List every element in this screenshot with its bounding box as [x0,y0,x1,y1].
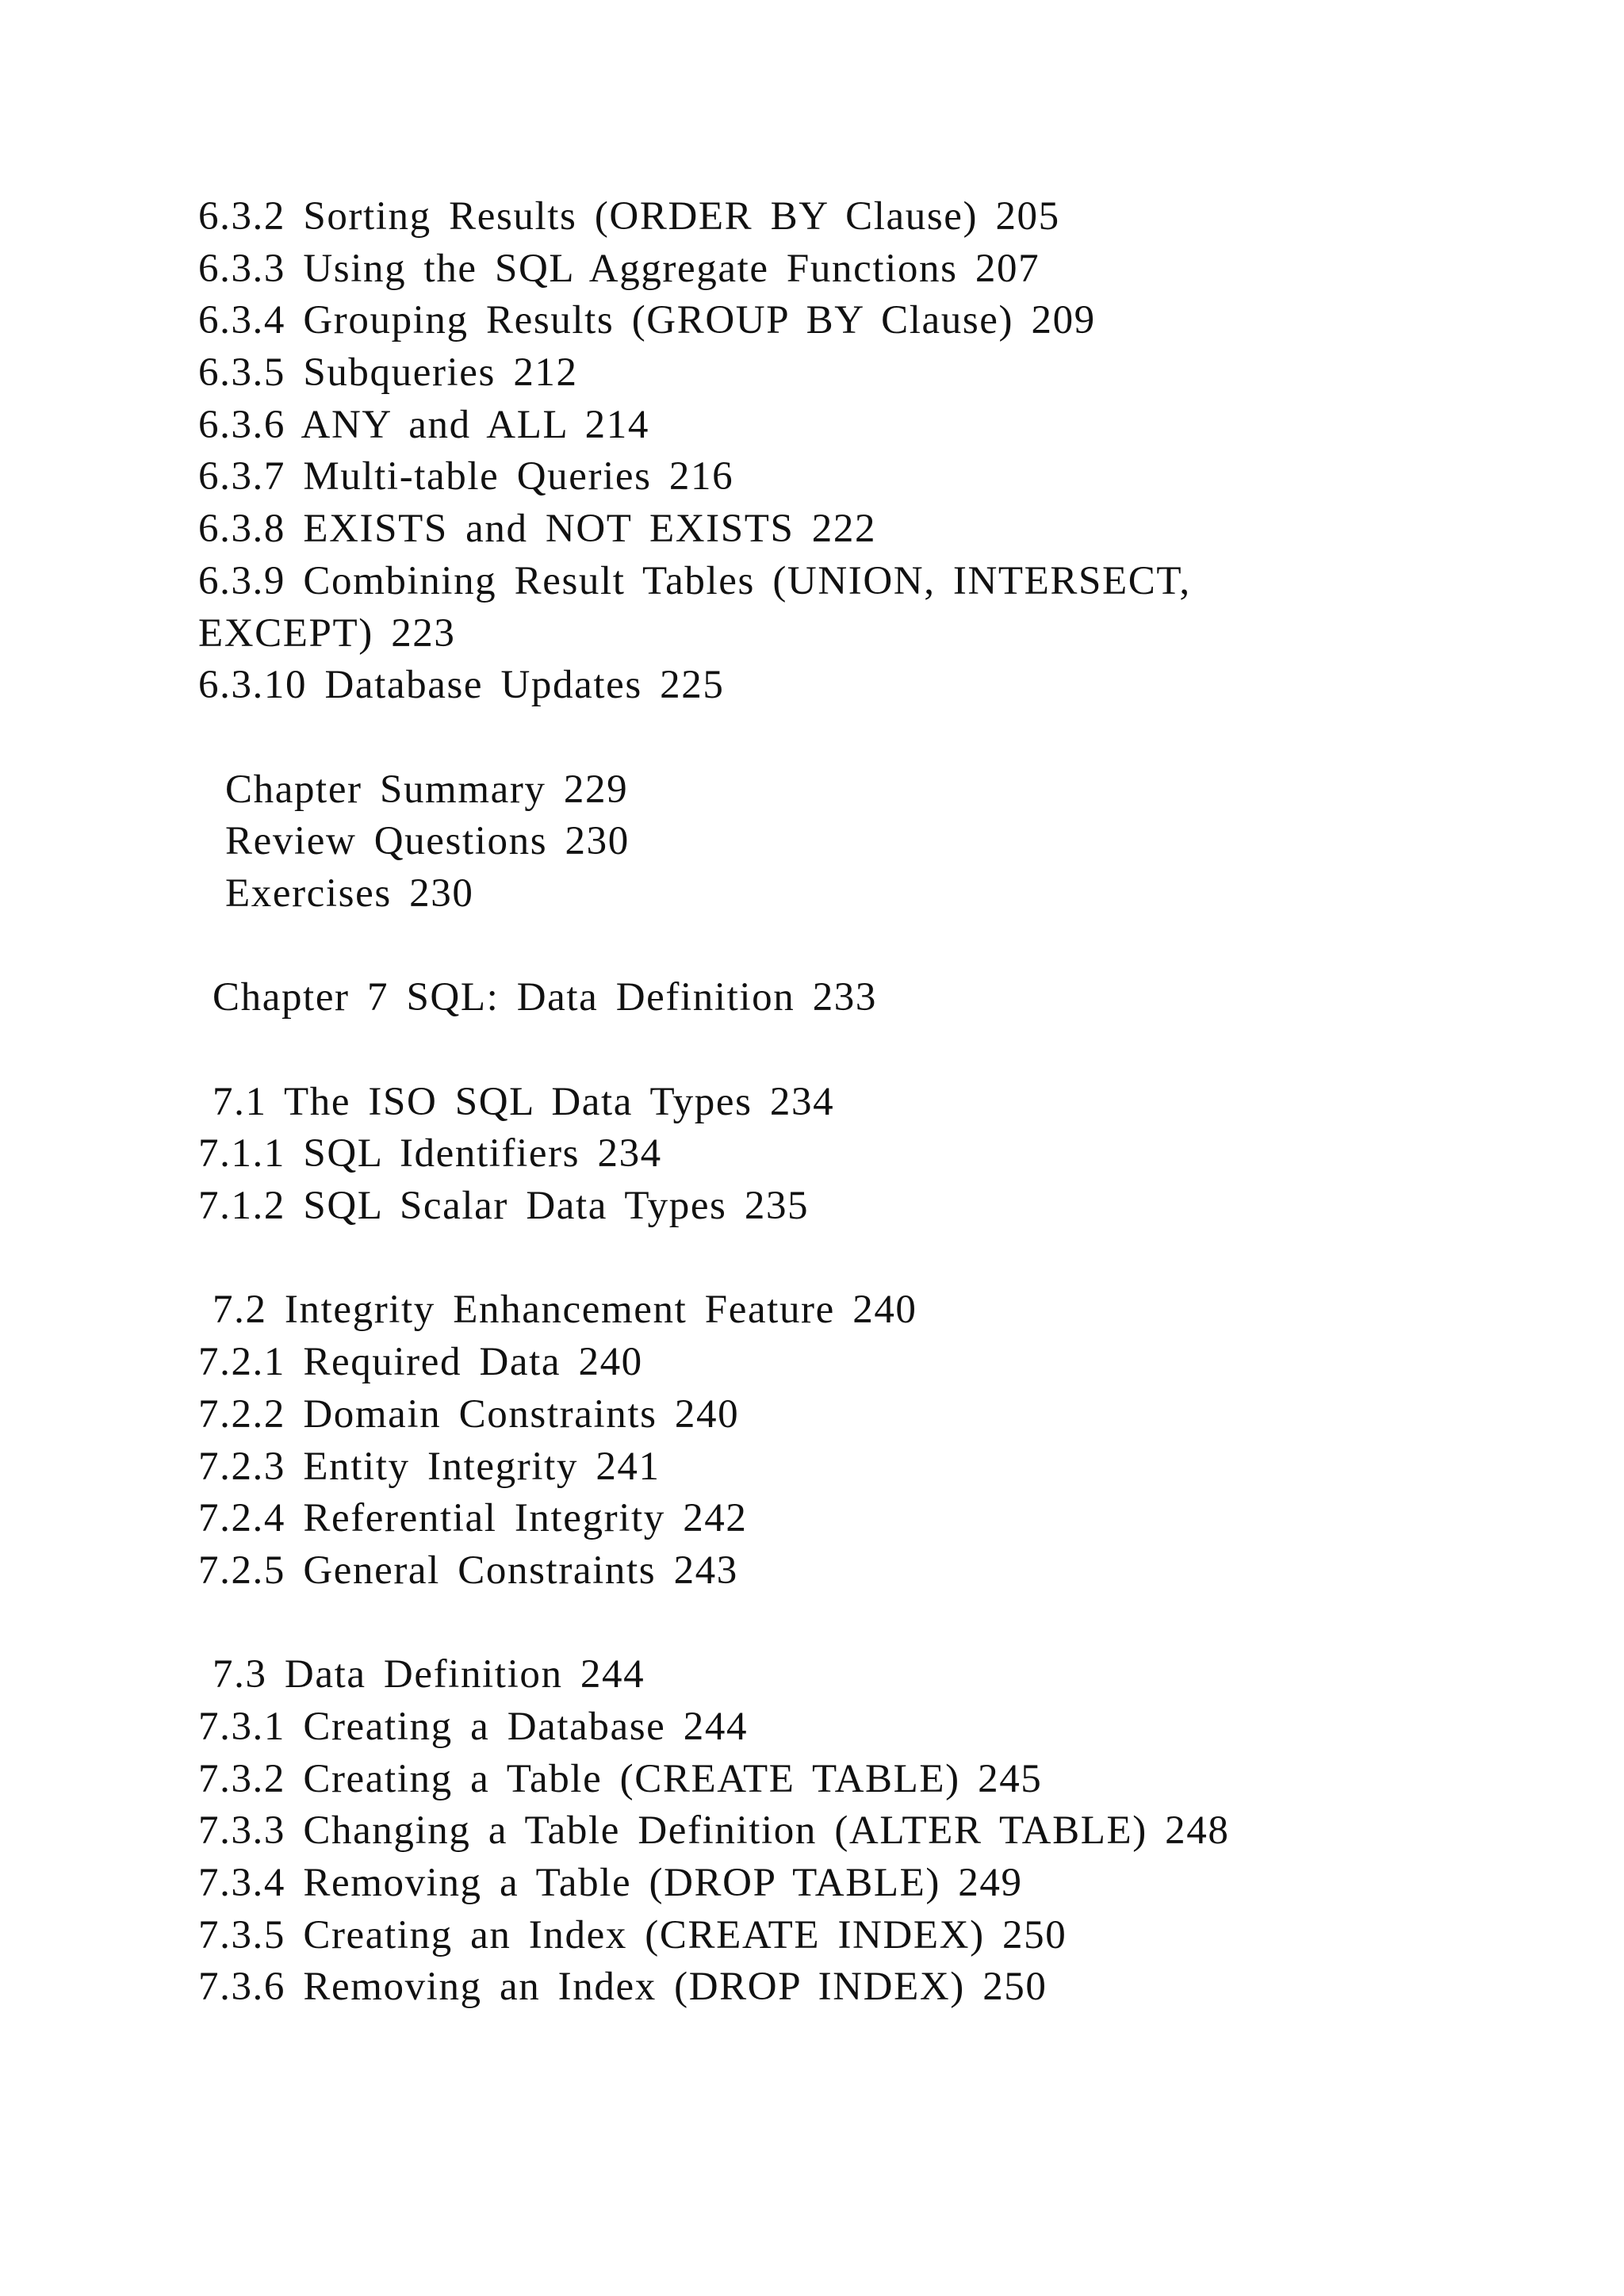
toc-line: 6.3.4 Grouping Results (GROUP BY Clause) 209 [198,298,1096,343]
toc-line: 6.3.2 Sorting Results (ORDER BY Clause) 205 [198,194,1060,239]
toc-line-summary: Chapter Summary 229 [225,767,629,812]
toc-line: 7.3.2 Creating a Table (CREATE TABLE) 245 [198,1756,1043,1801]
toc-line: 7.3.6 Removing an Index (DROP INDEX) 250 [198,1965,1048,2010]
blank-line [198,920,1546,973]
toc-line: 7.3.4 Removing a Table (DROP TABLE) 249 [198,1861,1023,1905]
toc-line: 6.3.6 ANY and ALL 214 [198,402,649,447]
toc-line: 7.3.1 Creating a Database 244 [198,1704,749,1749]
toc-line: 6.3.7 Multi-table Queries 216 [198,454,734,499]
section-heading: 7.2 Integrity Enhancement Feature 240 [213,1288,917,1333]
toc-line-exercises: Exercises 230 [225,871,474,916]
toc-line: 7.1.1 SQL Identifiers 234 [198,1131,662,1177]
toc-line: 7.3.5 Creating an Index (CREATE INDEX) 250 [198,1912,1067,1957]
blank-line [198,1233,1546,1285]
toc-line: 7.3.3 Changing a Table Definition (ALTER TABLE) 248 [198,1808,1230,1854]
toc-line: 6.3.3 Using the SQL Aggregate Functions 207 [198,246,1040,291]
blank-line [198,712,1546,764]
section-heading: 7.1 The ISO SQL Data Types 234 [213,1079,835,1124]
blank-line [198,1598,1546,1650]
toc-line: 6.3.10 Database Updates 225 [198,663,725,708]
toc-line: 7.1.2 SQL Scalar Data Types 235 [198,1184,810,1229]
toc-line: 7.2.2 Domain Constraints 240 [198,1391,740,1437]
section-heading: 7.3 Data Definition 244 [213,1652,645,1697]
blank-line [198,1024,1546,1077]
toc-line-review: Review Questions 230 [225,819,630,864]
toc-line: 7.2.4 Referential Integrity 242 [198,1496,748,1541]
toc-line: 6.3.8 EXISTS and NOT EXISTS 222 [198,507,877,552]
toc-line: 7.2.5 General Constraints 243 [198,1548,738,1593]
toc-line: 6.3.9 Combining Result Tables (UNION, INTERSECT, [198,558,1191,603]
table-of-contents [198,191,1546,2014]
toc-line: 6.3.5 Subqueries 212 [198,350,578,396]
chapter-heading: Chapter 7 SQL: Data Definition 233 [213,975,878,1020]
toc-line: EXCEPT) 223 [198,610,456,656]
toc-line: 7.2.3 Entity Integrity 241 [198,1444,661,1489]
toc-line: 7.2.1 Required Data 240 [198,1340,643,1385]
